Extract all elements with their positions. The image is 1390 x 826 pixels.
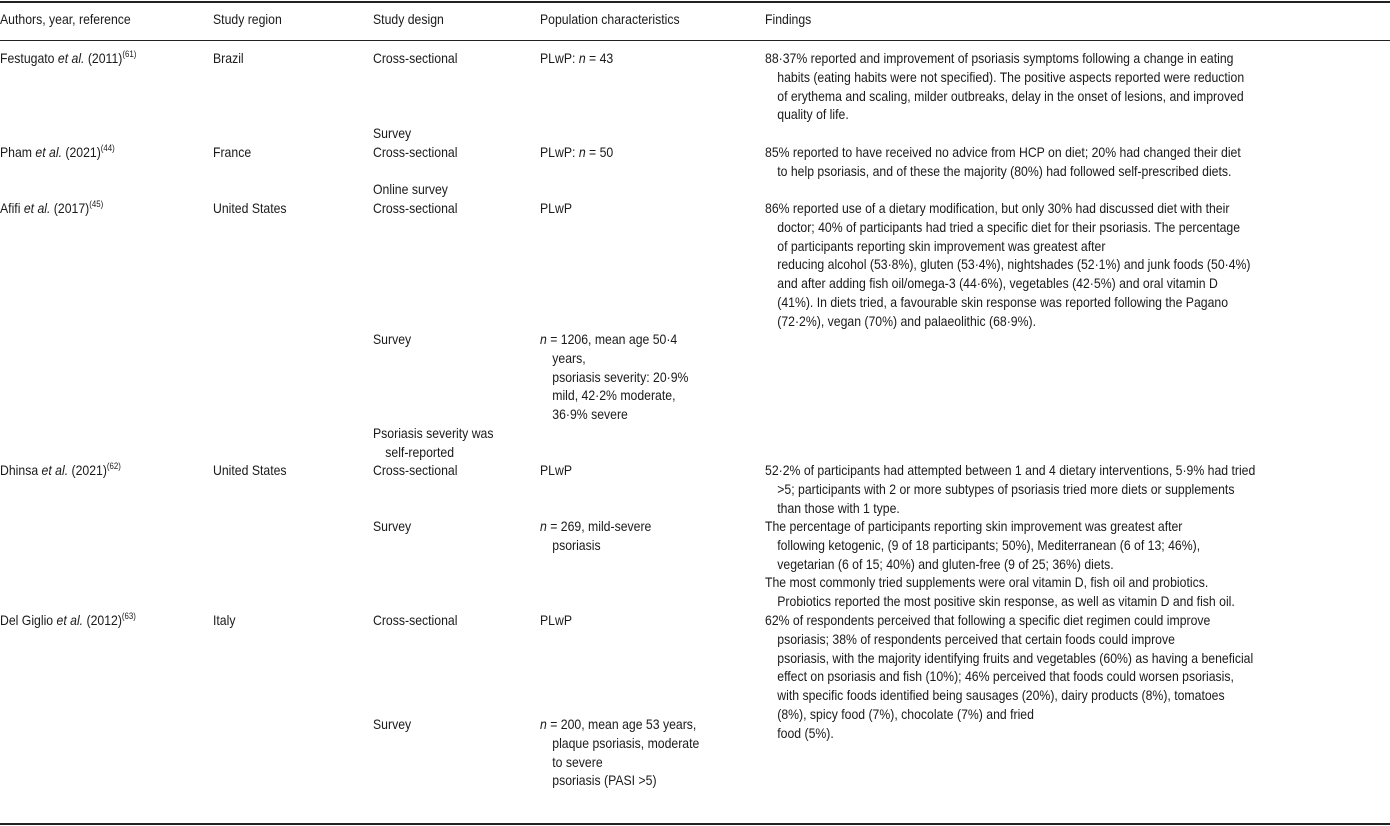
findings <box>765 461 1325 517</box>
study-design: Cross-sectional <box>373 200 458 216</box>
findings-line: 88·37% reported and improvement of psoriasis symptoms following a change in eating <box>765 50 1234 66</box>
findings-line: psoriasis; 38% of respondents perceived that certain foods could improve <box>777 630 1175 647</box>
population-detail-line <box>540 330 688 349</box>
population-line <box>540 461 572 480</box>
sample-size-value: = 269, mild-severe <box>546 518 652 534</box>
findings-line: habits (eating habits were not specified). The positive aspects reported were reduction <box>777 68 1245 85</box>
sample-size-value: = 50 <box>585 144 614 160</box>
year: (2021) <box>61 144 101 160</box>
study-region: United States <box>213 200 287 216</box>
population-detail-line: psoriasis severity: 20·9% <box>552 368 689 385</box>
population-detail-line: mild, 42·2% moderate, <box>552 387 676 404</box>
sample-size-symbol: n <box>578 50 586 66</box>
findings-line: >5; participants with 2 or more subtypes of psoriasis tried more diets or supplements <box>777 480 1235 497</box>
reference-link[interactable]: (44) <box>100 143 115 153</box>
findings-line: effect on psoriasis and fish (10%); 46% perceived that foods could worsen psoriasis, <box>777 668 1234 685</box>
population-detail <box>540 517 667 555</box>
header-population: Population characteristics <box>540 11 680 27</box>
findings-line: (72·2%), vegan (70%) and palaeolithic (68·9%). <box>777 312 1037 329</box>
population-detail-line: years, <box>552 349 586 366</box>
bottom-rule <box>0 823 1390 825</box>
findings-line: 85% reported to have received no advice from HCP on diet; 20% had changed their diet <box>765 144 1241 160</box>
header-authors: Authors, year, reference <box>0 11 131 27</box>
findings <box>765 143 1309 181</box>
sample-size-symbol: n <box>540 331 547 347</box>
population-label: PLwP <box>540 612 573 628</box>
population-line <box>540 199 572 218</box>
population <box>540 461 577 480</box>
findings-line: (41%). In diets tried, a favourable skin response was reported following the Pagano <box>777 293 1229 310</box>
author-name: Festugato <box>0 50 58 66</box>
findings <box>765 573 1302 611</box>
population-detail <box>540 715 722 790</box>
study-design: Survey <box>373 518 412 534</box>
study-design-note-line: self-reported <box>385 443 455 460</box>
population-detail-line: plaque psoriasis, moderate <box>552 734 700 751</box>
findings-line: than those with 1 type. <box>777 499 900 516</box>
author-reference <box>0 49 136 68</box>
study-region: France <box>213 144 252 160</box>
et-al: et al. <box>56 612 84 628</box>
year: (2021) <box>68 462 107 478</box>
population-detail <box>540 330 710 424</box>
et-al: et al. <box>35 144 62 160</box>
reference-link[interactable]: (63) <box>121 611 136 621</box>
study-design: Cross-sectional <box>373 144 458 160</box>
population-detail-line <box>540 715 699 734</box>
year: (2011) <box>84 50 123 66</box>
author-name: Afifi <box>0 200 24 216</box>
findings-line: quality of life. <box>777 106 849 123</box>
et-al: et al. <box>41 462 69 478</box>
findings-line: The percentage of participants reporting skin improvement was greatest after <box>765 518 1183 534</box>
year: (2017) <box>50 200 90 216</box>
header-region: Study region <box>213 11 282 27</box>
author-reference <box>0 461 121 480</box>
findings-line: The most commonly tried supplements were oral vitamin D, fish oil and probiotics. <box>765 574 1209 590</box>
population <box>540 49 624 68</box>
population-label: PLwP <box>540 462 573 478</box>
population-label: PLwP <box>540 200 573 216</box>
population-detail-line: psoriasis (PASI >5) <box>552 772 657 789</box>
findings-line: (8%), spicy food (7%), chocolate (7%) and fried <box>777 705 1034 722</box>
findings-line: to help psoriasis, and of these the majority (80%) had followed self-prescribed diets. <box>777 162 1232 179</box>
findings <box>765 199 1320 331</box>
sample-size-value: = 200, mean age 53 years, <box>546 716 697 732</box>
findings-line: Probiotics reported the most positive skin response, as well as vitamin D and fish oil. <box>777 592 1235 609</box>
sample-size-symbol: n <box>578 144 586 160</box>
findings <box>765 517 1262 573</box>
population-line <box>540 143 613 162</box>
population <box>540 611 577 630</box>
sample-size-symbol: n <box>540 716 547 732</box>
findings-line: 86% reported use of a dietary modification, but only 30% had discussed diet with their <box>765 200 1230 216</box>
study-design: Survey <box>373 125 412 141</box>
study-design: Online survey <box>373 181 448 197</box>
findings-line: with specific foods identified being sausages (20%), dairy products (8%), tomatoes <box>777 687 1225 704</box>
header-rule <box>0 40 1390 41</box>
findings-line: reducing alcohol (53·8%), gluten (53·4%), nightshades (52·1%) and junk foods (50·4%) <box>777 256 1251 273</box>
et-al: et al. <box>57 50 85 66</box>
author-reference <box>0 611 136 630</box>
population <box>540 143 624 162</box>
findings-line: doctor; 40% of participants had tried a specific diet for their psoriasis. The percentage <box>777 218 1241 235</box>
author-reference <box>0 143 115 162</box>
author-reference <box>0 199 103 218</box>
findings-line: psoriasis, with the majority identifying fruits and vegetables (60%) as having a beneficial <box>777 649 1254 666</box>
findings <box>765 49 1313 124</box>
study-region: Italy <box>213 612 236 628</box>
study-design: Cross-sectional <box>373 50 458 66</box>
header-design: Study design <box>373 11 444 27</box>
reference-link[interactable]: (62) <box>106 461 121 471</box>
population-detail-line: psoriasis <box>552 536 601 553</box>
findings-line: 62% of respondents perceived that following a specific diet regimen could improve <box>765 612 1211 628</box>
findings <box>765 611 1323 743</box>
study-design: Cross-sectional <box>373 612 458 628</box>
sample-size-value: = 1206, mean age 50·4 <box>546 331 678 347</box>
study-region: Brazil <box>213 50 244 66</box>
population-detail-line: to severe <box>552 753 603 770</box>
population-line <box>540 49 613 68</box>
header-findings: Findings <box>765 11 812 27</box>
author-name: Pham <box>0 144 36 160</box>
reference-link[interactable]: (61) <box>122 49 137 59</box>
author-name: Dhinsa <box>0 462 42 478</box>
sample-size-symbol: n <box>540 518 547 534</box>
population <box>540 199 577 218</box>
study-design: Survey <box>373 331 412 347</box>
population-label: PLwP: <box>540 50 579 66</box>
population-line <box>540 611 572 630</box>
population-detail-line <box>540 517 651 536</box>
population-label: PLwP: <box>540 144 579 160</box>
et-al: et al. <box>23 200 51 216</box>
sample-size-value: = 43 <box>585 50 614 66</box>
findings-line: following ketogenic, (9 of 18 participants; 50%), Mediterranean (6 of 13; 46%), <box>777 536 1201 553</box>
study-design: Survey <box>373 716 412 732</box>
reference-link[interactable]: (45) <box>89 199 104 209</box>
study-design-note <box>373 424 511 462</box>
study-region: United States <box>213 462 287 478</box>
study-design-note-line: Psoriasis severity was <box>373 425 494 441</box>
study-design: Cross-sectional <box>373 462 458 478</box>
year: (2012) <box>83 612 122 628</box>
findings-line: vegetarian (6 of 15; 40%) and gluten-free (9 of 25; 36%) diets. <box>777 555 1114 572</box>
findings-line: of participants reporting skin improvement was greatest after <box>777 237 1106 254</box>
findings-line: food (5%). <box>777 724 834 741</box>
findings-line: 52·2% of participants had attempted between 1 and 4 dietary interventions, 5·9% had tried <box>765 462 1256 478</box>
population-detail-line: 36·9% severe <box>552 406 628 423</box>
findings-line: of erythema and scaling, milder outbreaks, delay in the onset of lesions, and improved <box>777 87 1244 104</box>
top-rule <box>0 1 1390 3</box>
findings-line: and after adding fish oil/omega-3 (44·6%), vegetables (42·5%) and oral vitamin D <box>777 275 1218 292</box>
author-name: Del Giglio <box>0 612 57 628</box>
